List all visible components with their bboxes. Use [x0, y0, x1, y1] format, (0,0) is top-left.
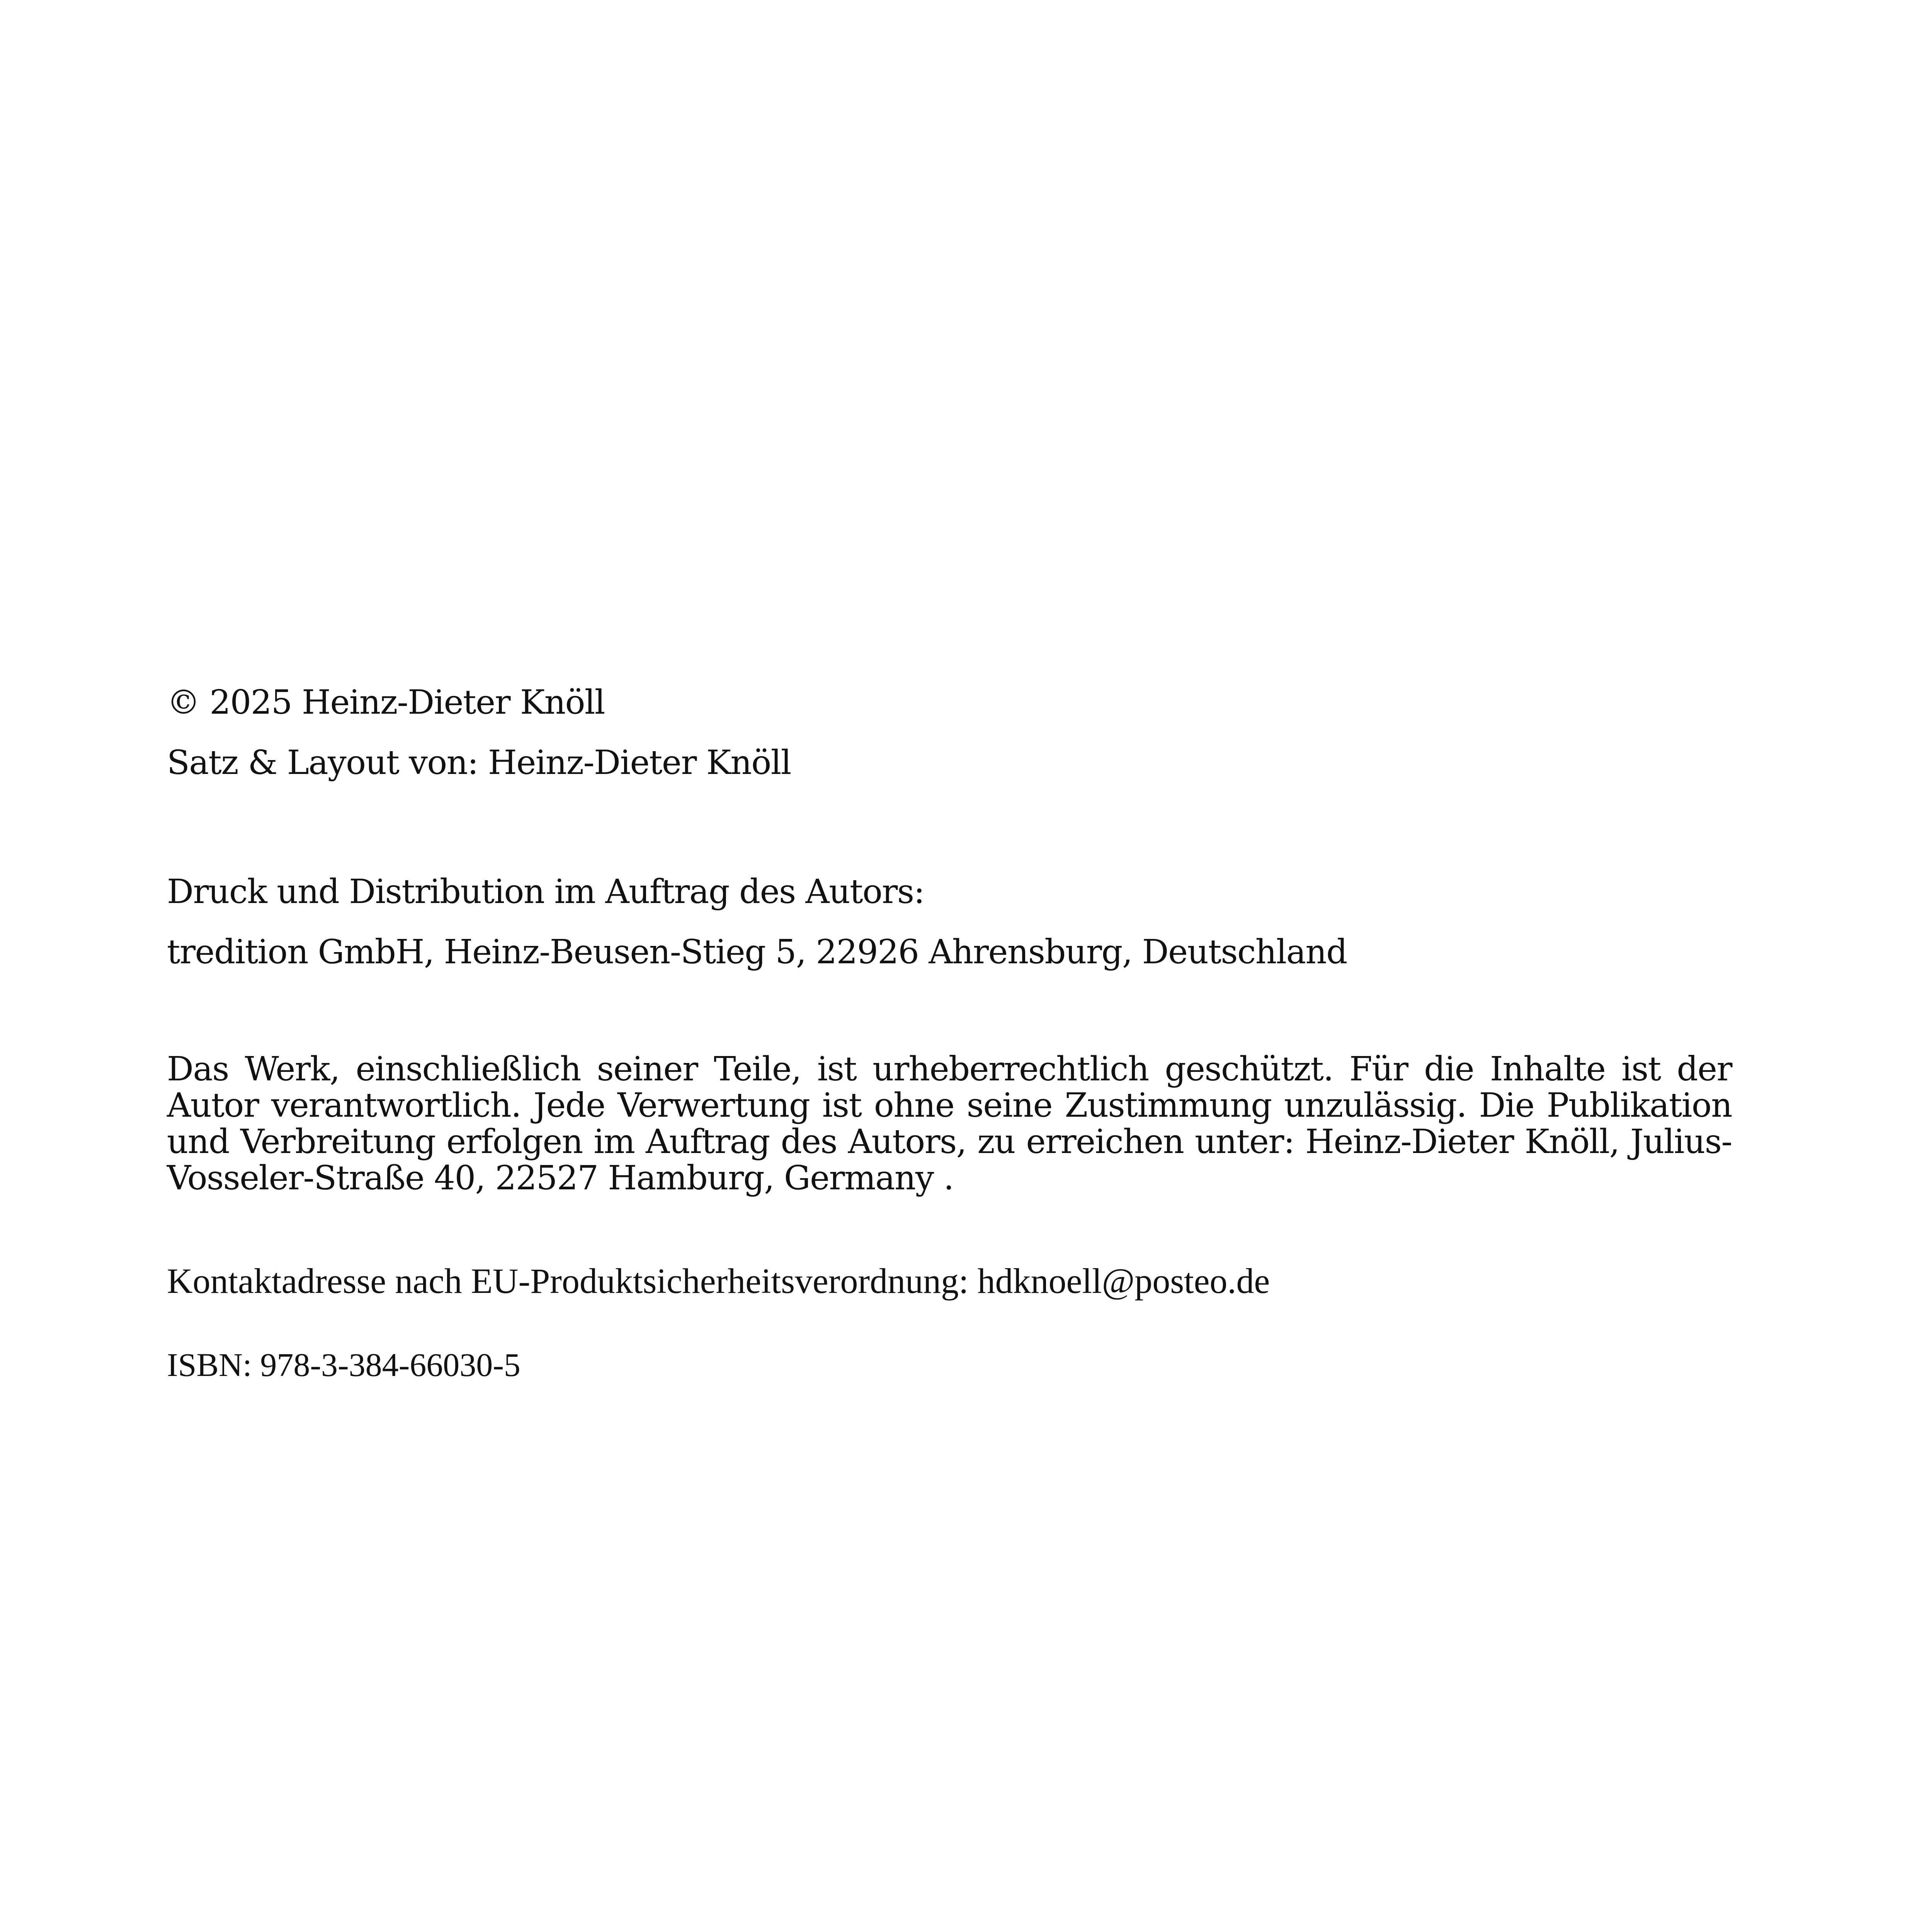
isbn-line	[167, 1345, 520, 1384]
copyright-block	[167, 683, 791, 782]
publisher-address: tredition GmbH, Heinz-Beusen-Stieg 5, 22926 Ahrensburg, Deutschland	[167, 933, 1347, 971]
copyright-line: © 2025 Heinz-Dieter Knöll	[167, 683, 605, 722]
rights-notice-paragraph: Das Werk, einschließlich seiner Teile, ist urheberrechtlich geschützt. Für die Inhalte ist der Autor verantwortlich. Jede Verwertung ist ohne seine Zustimmung unzulässig. Die Publikation und Verbreitung erfolgen im Auftrag des Autors, zu erreichen unter: Heinz-Dieter Knöll, Julius-Vosseler-Straße 40, 22527 Hamburg, Germany .	[167, 1050, 1732, 1197]
isbn-text: ISBN: 978-3-384-66030-5	[167, 1346, 520, 1383]
contact-text: Kontaktadresse nach EU-Produktsicherheitsverordnung: hdknoell@posteo.de	[167, 1261, 1270, 1301]
layout-credit-line: Satz & Layout von: Heinz-Dieter Knöll	[167, 743, 791, 782]
contact-line	[167, 1260, 1270, 1301]
distribution-heading: Druck und Distribution im Auftrag des Autors:	[167, 872, 925, 911]
distribution-block	[167, 872, 1347, 971]
